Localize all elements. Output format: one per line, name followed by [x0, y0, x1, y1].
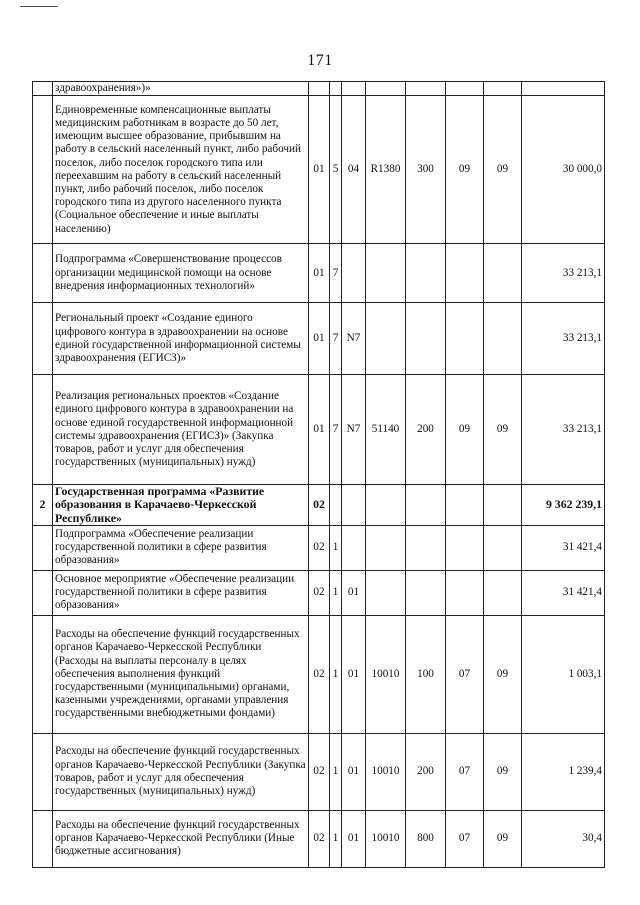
code-program: 02 — [309, 570, 330, 615]
code-subsection — [484, 82, 522, 96]
table-row — [33, 485, 605, 526]
code-direction: 10010 — [366, 810, 406, 867]
row-description: Расходы на обеспечение функций государственных органов Карачаево-Черкесской Республики (Расходы на выплаты персоналу в целях обеспечения выполнения функций государственными (муниципальными) органами, казенными учреждениями, органами управления государственными внебюджетными фондами) — [53, 615, 309, 733]
code-subsection: 09 — [484, 733, 522, 810]
table-row — [33, 525, 605, 570]
code-subprogram: 1 — [330, 525, 342, 570]
row-number — [33, 82, 53, 96]
row-amount: 33 213,1 — [522, 375, 605, 485]
budget-table — [32, 81, 605, 868]
row-description: здравоохранения»)» — [53, 82, 309, 96]
code-activity: N7 — [342, 303, 366, 375]
code-expense-type: 300 — [406, 96, 446, 244]
row-description: Региональный проект «Создание единого цифрового контура в здравоохранении на основе единой государственной информационной системы здравоохранения (ЕГИСЗ)» — [53, 303, 309, 375]
code-expense-type: 200 — [406, 375, 446, 485]
row-description: Расходы на обеспечение функций государственных органов Карачаево-Черкесской Республики (Закупка товаров, работ и услуг для обеспечения государственных (муниципальных) нужд) — [53, 733, 309, 810]
code-section — [446, 485, 484, 526]
row-amount: 9 362 239,1 — [522, 485, 605, 526]
code-section: 09 — [446, 96, 484, 244]
code-direction — [366, 525, 406, 570]
code-activity: 01 — [342, 810, 366, 867]
code-direction: 51140 — [366, 375, 406, 485]
code-subsection — [484, 485, 522, 526]
row-amount: 30,4 — [522, 810, 605, 867]
code-section: 09 — [446, 375, 484, 485]
code-subprogram: 7 — [330, 303, 342, 375]
row-description: Государственная программа «Развитие образования в Карачаево-Черкесской Республике» — [53, 485, 309, 526]
top-rule — [20, 6, 58, 7]
row-number — [33, 303, 53, 375]
row-amount: 1 239,4 — [522, 733, 605, 810]
table-row — [33, 375, 605, 485]
code-expense-type: 800 — [406, 810, 446, 867]
code-section — [446, 570, 484, 615]
row-description: Подпрограмма «Совершенствование процессов организации медицинской помощи на основе внедрения информационных технологий» — [53, 244, 309, 303]
code-subprogram — [330, 82, 342, 96]
code-section — [446, 525, 484, 570]
code-subprogram: 1 — [330, 810, 342, 867]
code-direction — [366, 82, 406, 96]
code-expense-type — [406, 525, 446, 570]
code-subsection: 09 — [484, 615, 522, 733]
row-number — [33, 733, 53, 810]
row-number — [33, 810, 53, 867]
code-program: 02 — [309, 525, 330, 570]
code-section: 07 — [446, 733, 484, 810]
code-section — [446, 244, 484, 303]
row-amount: 31 421,4 — [522, 525, 605, 570]
code-activity: 01 — [342, 733, 366, 810]
table-row — [33, 733, 605, 810]
table-row — [33, 82, 605, 96]
table-row — [33, 615, 605, 733]
code-program: 01 — [309, 244, 330, 303]
row-number — [33, 244, 53, 303]
code-program: 02 — [309, 615, 330, 733]
code-direction — [366, 244, 406, 303]
code-expense-type — [406, 485, 446, 526]
code-section — [446, 82, 484, 96]
row-description: Реализация региональных проектов «Создание единого цифрового контура в здравоохранении на основе единой государственной информационной системы здравоохранения (ЕГИСЗ)» (Закупка товаров, работ и услуг для обеспечения государственных (муниципальных) нужд) — [53, 375, 309, 485]
code-subsection — [484, 570, 522, 615]
code-activity: 01 — [342, 615, 366, 733]
row-number — [33, 525, 53, 570]
row-amount: 33 213,1 — [522, 303, 605, 375]
row-number — [33, 96, 53, 244]
code-program: 01 — [309, 96, 330, 244]
code-subprogram: 1 — [330, 570, 342, 615]
code-section: 07 — [446, 615, 484, 733]
code-subsection: 09 — [484, 375, 522, 485]
row-number — [33, 615, 53, 733]
code-direction: 10010 — [366, 615, 406, 733]
code-subsection: 09 — [484, 96, 522, 244]
row-description: Расходы на обеспечение функций государственных органов Карачаево-Черкесской Республики (Иные бюджетные ассигнования) — [53, 810, 309, 867]
code-activity — [342, 82, 366, 96]
code-program — [309, 82, 330, 96]
code-activity — [342, 525, 366, 570]
code-activity — [342, 485, 366, 526]
code-subsection: 09 — [484, 810, 522, 867]
code-program: 02 — [309, 733, 330, 810]
code-program: 01 — [309, 303, 330, 375]
code-subprogram: 7 — [330, 375, 342, 485]
code-expense-type — [406, 82, 446, 96]
code-activity — [342, 244, 366, 303]
code-subsection — [484, 244, 522, 303]
table-row — [33, 303, 605, 375]
code-activity: 01 — [342, 570, 366, 615]
code-activity: N7 — [342, 375, 366, 485]
code-direction — [366, 485, 406, 526]
code-subprogram — [330, 485, 342, 526]
code-subprogram: 7 — [330, 244, 342, 303]
code-subprogram: 1 — [330, 733, 342, 810]
code-subprogram: 1 — [330, 615, 342, 733]
row-number — [33, 375, 53, 485]
code-subsection — [484, 525, 522, 570]
code-direction: R1380 — [366, 96, 406, 244]
table-row — [33, 244, 605, 303]
code-subsection — [484, 303, 522, 375]
code-expense-type: 200 — [406, 733, 446, 810]
row-description: Единовременные компенсационные выплаты медицинским работникам в возрасте до 50 лет, имеющим высшее образование, прибывшим на работу в сельский населенный пункт, либо рабочий поселок, либо поселок городского типа или переехавшим на работу в сельский населенный пункт, либо рабочий поселок, либо поселок городского типа из другого населенного пункта (Социальное обеспечение и иные выплаты населению) — [53, 96, 309, 244]
row-amount: 1 003,1 — [522, 615, 605, 733]
code-direction: 10010 — [366, 733, 406, 810]
code-section: 07 — [446, 810, 484, 867]
table-row — [33, 96, 605, 244]
code-program: 02 — [309, 485, 330, 526]
code-direction — [366, 303, 406, 375]
code-expense-type — [406, 570, 446, 615]
row-description: Подпрограмма «Обеспечение реализации государственной политики в сфере развития образования» — [53, 525, 309, 570]
code-program: 02 — [309, 810, 330, 867]
code-subprogram: 5 — [330, 96, 342, 244]
row-number — [33, 570, 53, 615]
code-section — [446, 303, 484, 375]
page-number: 171 — [307, 52, 333, 69]
code-direction — [366, 570, 406, 615]
code-expense-type — [406, 244, 446, 303]
code-expense-type: 100 — [406, 615, 446, 733]
row-description: Основное мероприятие «Обеспечение реализации государственной политики в сфере развития образования» — [53, 570, 309, 615]
code-activity: 04 — [342, 96, 366, 244]
table-row — [33, 570, 605, 615]
row-amount: 31 421,4 — [522, 570, 605, 615]
code-expense-type — [406, 303, 446, 375]
row-amount: 30 000,0 — [522, 96, 605, 244]
row-amount — [522, 82, 605, 96]
row-amount: 33 213,1 — [522, 244, 605, 303]
code-program: 01 — [309, 375, 330, 485]
table-row — [33, 810, 605, 867]
row-number: 2 — [33, 485, 53, 526]
